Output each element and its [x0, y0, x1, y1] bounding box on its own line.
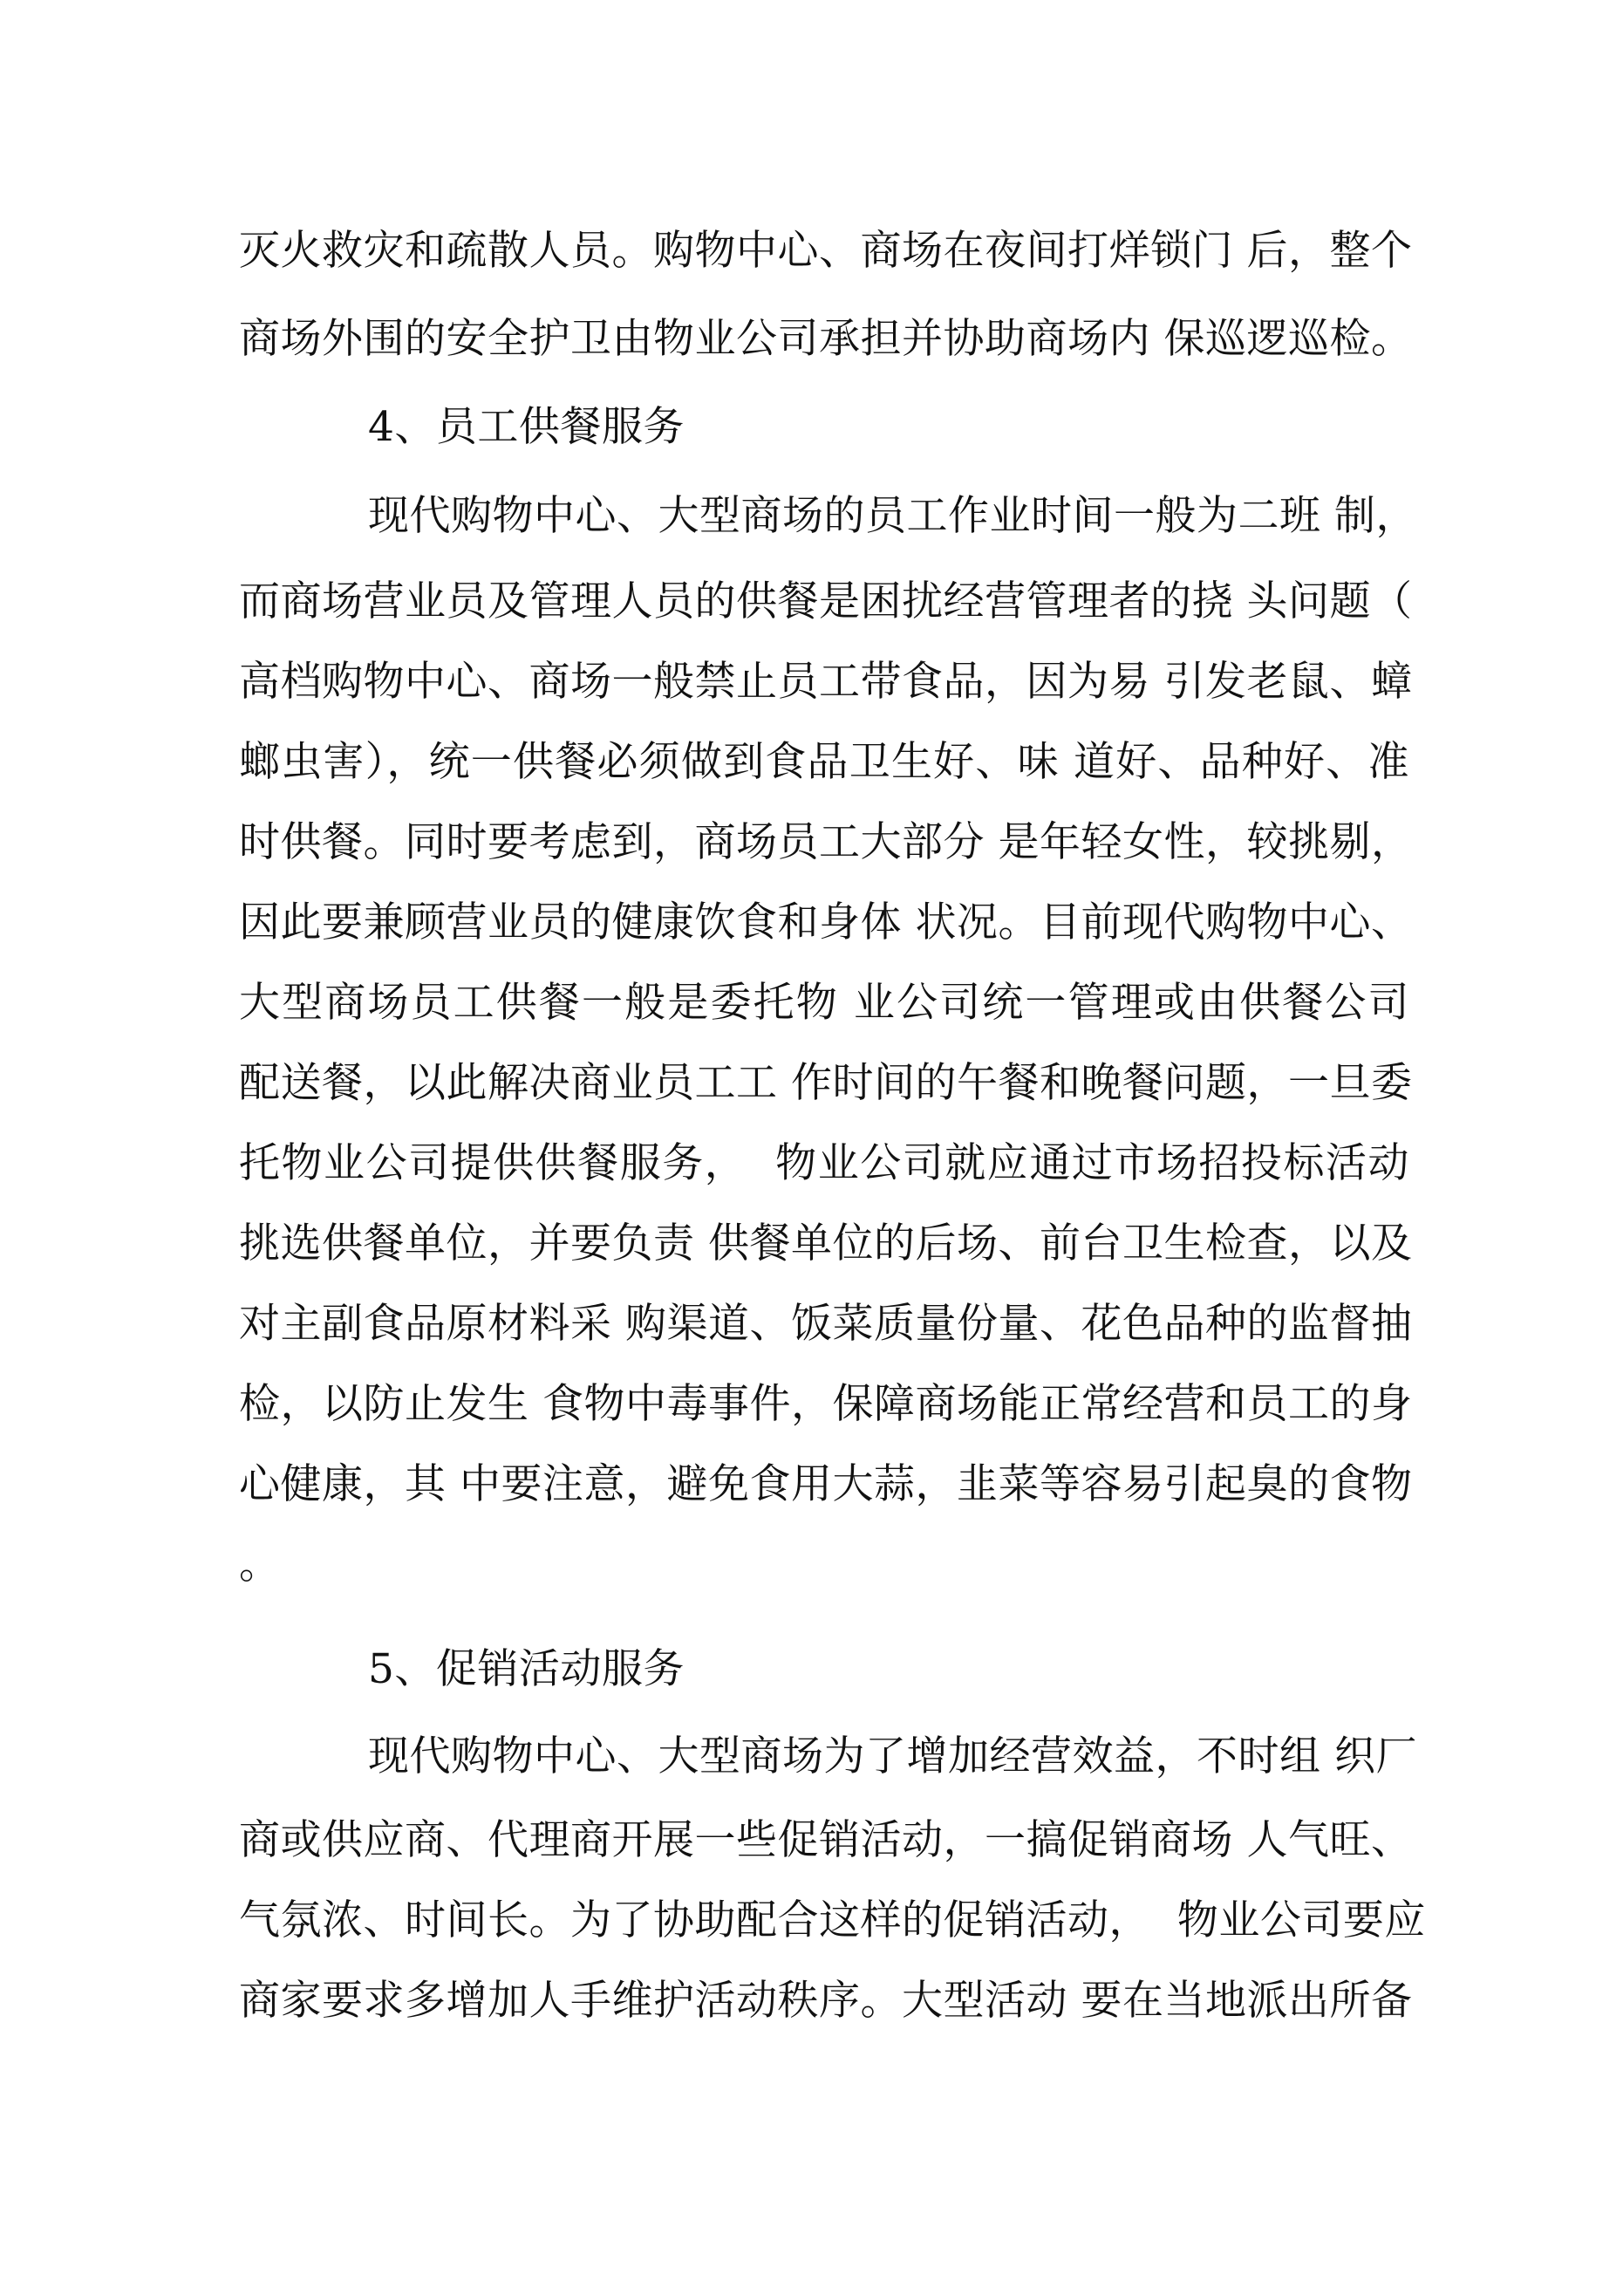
body-text-line: 对主副食品原材料采 购渠道、饭菜质量份量、花色品种的监督抽 [239, 1300, 1413, 1348]
body-text-line: 高档购物中心、商场一般禁止员工带食品，因为易 引发老鼠、蟑 [239, 658, 1413, 706]
body-text-line: 商场外围的安全护卫由物业公司承担并协助商场内 保巡逻巡检。 [239, 315, 1413, 363]
body-text-line: 时供餐。同时要考虑到，商场员工大部分 是年轻女性，较挑剔， [239, 818, 1413, 866]
section-heading: 5、促销活动服务 [368, 1645, 685, 1693]
paragraph-first-line: 现代购物中心、大型商场的员工作业时间一般为二班 制， [368, 492, 1417, 540]
body-text-line: 商家要求多增加人手维护活动秩序。大型活动 要在当地派出所备 [239, 1977, 1413, 2025]
body-text-line: 商或供应商、代理商开展一些促销活动，一搞促销商场 人气旺、 [239, 1816, 1413, 1864]
body-text-line: 挑选供餐单位，并要负责 供餐单位的后场、前台卫生检查，以及 [239, 1220, 1413, 1268]
section-heading: 4、员工供餐服务 [368, 403, 685, 451]
body-text-line: 心健康，其 中要注意，避免食用大蒜，韭菜等容易引起臭的食物 [239, 1460, 1413, 1508]
body-text-line: 大型商场员工供餐一般是委托物 业公司统一管理或由供餐公司 [239, 979, 1409, 1027]
paragraph-first-line: 现代购物中心、大型商场为了增加经营效益，不时组 织厂 [368, 1732, 1417, 1780]
body-text-line: 而商场营业员及管理人员的供餐是困扰经营管理者的挠 头问题（ [239, 577, 1413, 625]
body-text-line: 托物业公司提供供餐服务， 物业公司就应通过市场招投标活动 [239, 1139, 1409, 1187]
body-text-line: 灭火救灾和疏散人员。购物中心、商场在夜间打烊锁门 后，整个 [239, 227, 1413, 275]
body-text-line: 螂虫害），统一供餐必须做到食品卫生好、味 道好、品种好、准 [239, 738, 1409, 786]
body-text-line: 气氛浓、时间长。为了协助配合这样的促销活动， 物业公司要应 [239, 1896, 1426, 1944]
body-text-line: 。 [239, 1541, 281, 1589]
body-text-line: 配送餐，以此解决商业员工工 作时间的午餐和晚餐问题，一旦委 [239, 1059, 1413, 1107]
body-text-line: 因此要兼顾营业员的健康饮食和身体 状况。目前现代购物中心、 [239, 899, 1413, 946]
body-text-line: 检，以防止发生 食物中毒事件，保障商场能正常经营和员工的身 [239, 1380, 1413, 1428]
